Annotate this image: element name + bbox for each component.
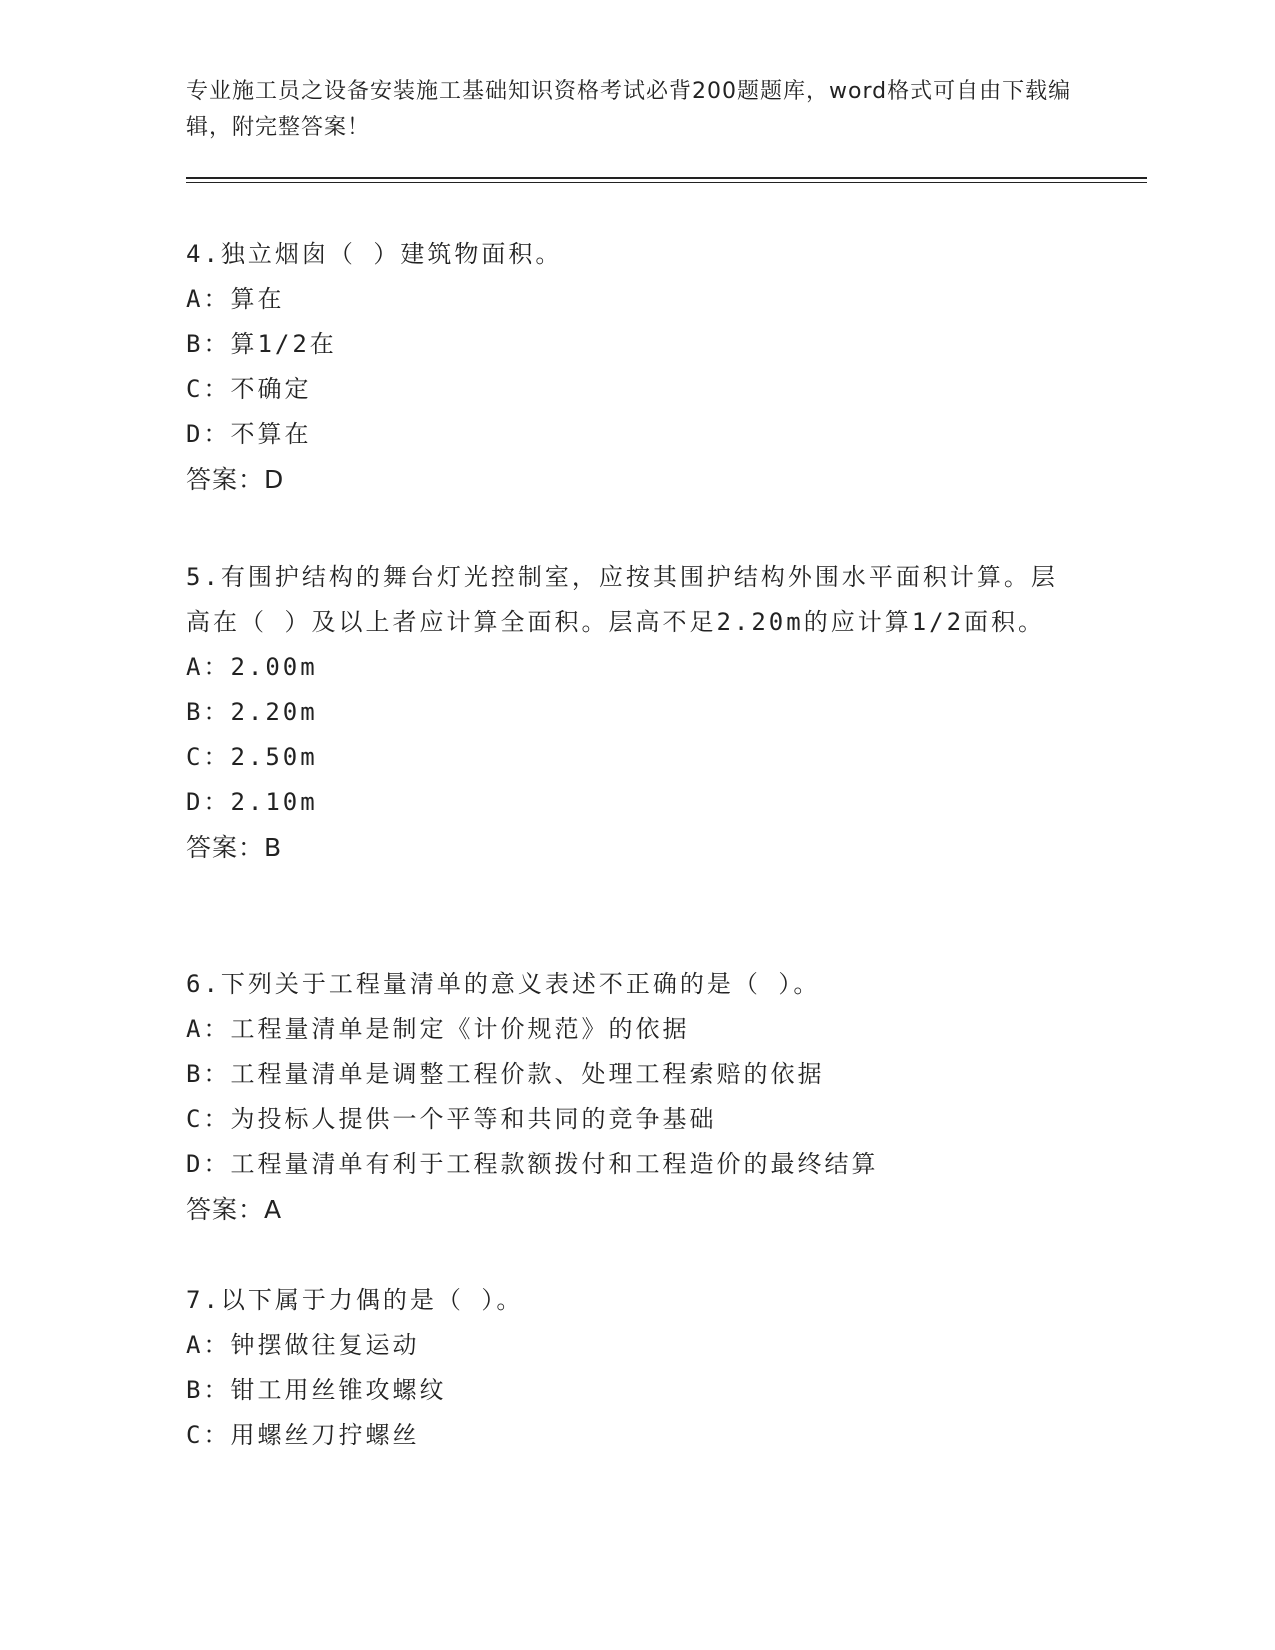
option-b: B：2.20m xyxy=(186,698,318,726)
option-c: C：为投标人提供一个平等和共同的竞争基础 xyxy=(186,1105,717,1133)
option-a: A：2.00m xyxy=(186,653,318,681)
question-6 xyxy=(186,962,1106,1232)
option-c: C：不确定 xyxy=(186,375,312,403)
option-c: C：2.50m xyxy=(186,743,318,771)
option-b: B：钳工用丝锥攻螺纹 xyxy=(186,1376,447,1404)
option-d: D：不算在 xyxy=(186,420,312,448)
answer-line: 答案：A xyxy=(186,1195,283,1224)
question-stem: 6.下列关于工程量清单的意义表述不正确的是（ ）。 xyxy=(186,970,821,998)
answer-line: 答案：B xyxy=(186,833,283,862)
answer-line: 答案：D xyxy=(186,465,285,494)
option-a: A：钟摆做往复运动 xyxy=(186,1331,420,1359)
header-divider xyxy=(186,177,1147,179)
option-d: D：工程量清单有利于工程款额拨付和工程造价的最终结算 xyxy=(186,1150,879,1178)
option-a: A：算在 xyxy=(186,285,285,313)
header-divider-thin xyxy=(186,182,1147,183)
question-stem: 7.以下属于力偶的是（ ）。 xyxy=(186,1286,524,1314)
option-a: A：工程量清单是制定《计价规范》的依据 xyxy=(186,1015,690,1043)
question-stem: 5.有围护结构的舞台灯光控制室，应按其围护结构外围水平面积计算。层高在（ ）及以上者应计算全面积。层高不足2.20m的应计算1/2面积。 xyxy=(186,563,1058,636)
question-stem: 4.独立烟囱（ ）建筑物面积。 xyxy=(186,240,563,268)
option-d: D：2.10m xyxy=(186,788,318,816)
option-b: B：算1/2在 xyxy=(186,330,337,358)
question-4 xyxy=(186,232,1106,502)
option-c: C：用螺丝刀拧螺丝 xyxy=(186,1421,420,1449)
question-5 xyxy=(186,555,1106,870)
document-header: 专业施工员之设备安装施工基础知识资格考试必背200题题库，word格式可自由下载编辑，附完整答案！ xyxy=(186,79,1072,140)
question-7 xyxy=(186,1278,1106,1458)
option-b: B：工程量清单是调整工程价款、处理工程索赔的依据 xyxy=(186,1060,825,1088)
